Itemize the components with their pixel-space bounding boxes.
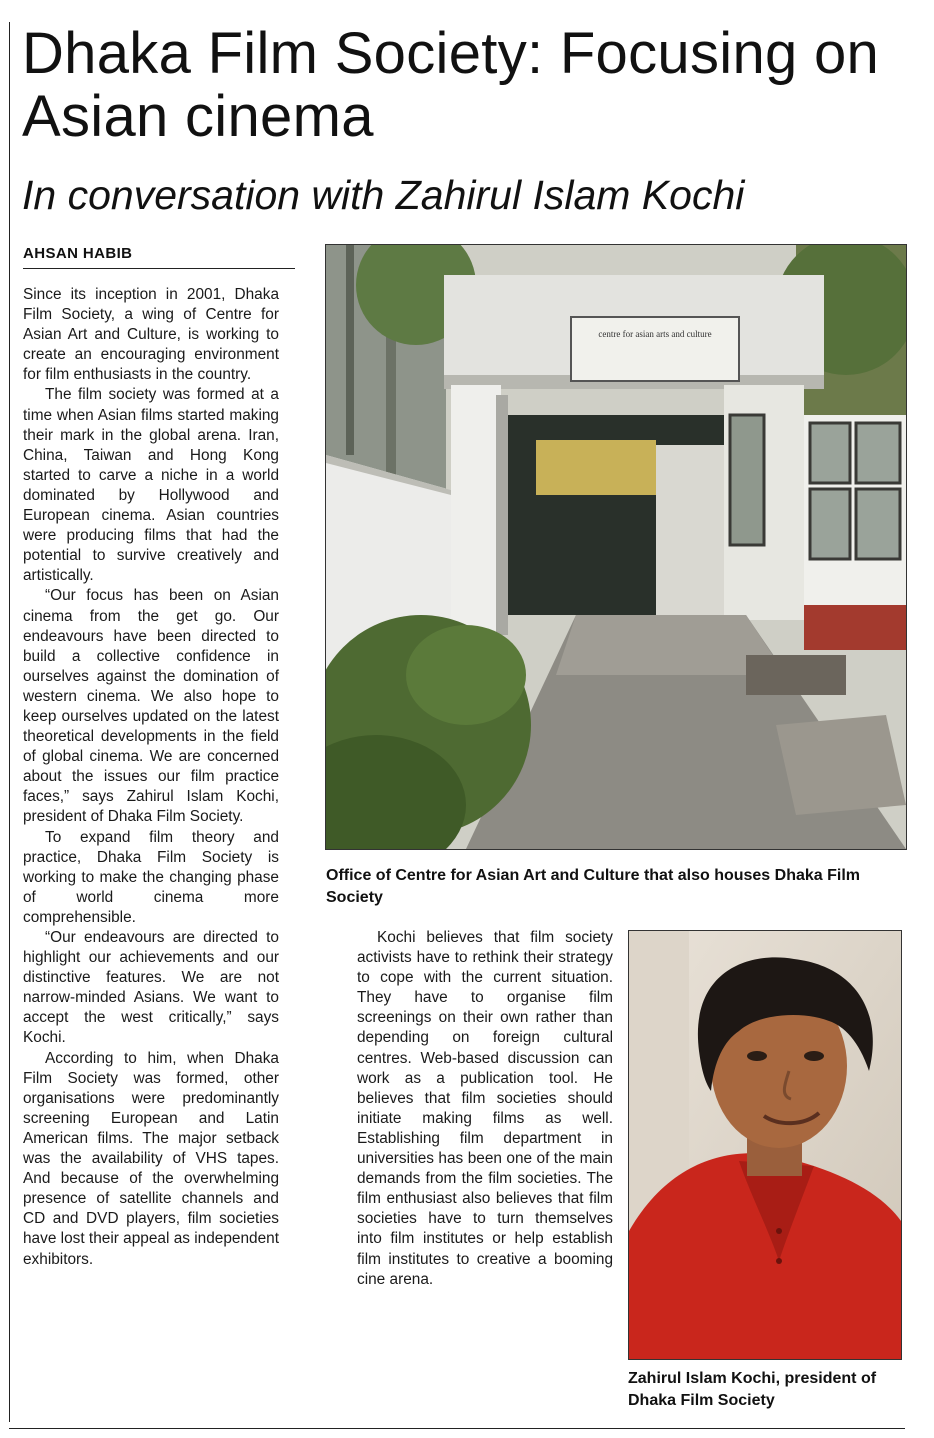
bottom-rule xyxy=(9,1428,905,1429)
left-text-column xyxy=(23,285,279,1270)
paragraph: Kochi believes that film society activists have to rethink their strategy to cope with the current situation. They have to organise film screenings on their own rather than depending on foreign cultural centres. Web-based discussion can work as a publication tool. He believes that film societies should initiate making films as well. Establishing film department in universities has been one of the main demands from the film societies. The film enthusiast also believes that film societies have to turn themselves into film institutes or help establish film institutes to creative a booming cine arena. xyxy=(357,929,613,1288)
office-photo-caption: Office of Centre for Asian Art and Culture that also houses Dhaka Film Society xyxy=(326,867,861,906)
paragraph: Since its inception in 2001, Dhaka Film Society, a wing of Centre for Asian Art and Culture, is working to create an encouraging environment for film enthusiasts in the country. xyxy=(23,286,279,384)
kochi-portrait-illustration xyxy=(629,931,901,1359)
kochi-portrait-photo xyxy=(628,930,902,1360)
headline: Dhaka Film Society: Focusing on Asian cinema xyxy=(22,21,880,149)
paragraph: “Our endeavours are directed to highlight our achievements and our distinctive features. We are not narrow-minded Asians. We want to accept the west critically,” says Kochi. xyxy=(23,929,279,1047)
paragraph: According to him, when Dhaka Film Society was formed, other organisations were predominantly screening European and Latin American films. The major setback was the availability of VHS tapes. And because of the overwhelming presence of satellite channels and CD and DVD players, film societies have lost their appeal as independent exhibitors. xyxy=(23,1049,279,1268)
paragraph: To expand film theory and practice, Dhaka Film Society is working to make the changing phase of world cinema more comprehensible. xyxy=(23,828,279,926)
left-margin-rule xyxy=(9,22,10,1422)
office-building-photo xyxy=(325,244,907,850)
kochi-photo-caption: Zahirul Islam Kochi, president of Dhaka Film Society xyxy=(628,1370,877,1409)
office-sign xyxy=(580,329,730,340)
subheadline: In conversation with Zahirul Islam Kochi xyxy=(22,172,745,218)
paragraph: “Our focus has been on Asian cinema from the get go. Our endeavours have been directed to build a collective confidence in ourselves against the domination of western cinema. We also hope to keep ourselves updated on the latest theoretical developments in the field of global cinema. We are concerned about the issues our film practice faces,” says Zahirul Islam Kochi, president of Dhaka Film Society. xyxy=(23,587,279,826)
office-sign-text: centre for asian arts and culture xyxy=(598,329,712,339)
byline: AHSAN HABIB xyxy=(23,243,295,269)
middle-text-column xyxy=(357,928,613,1290)
paragraph: The film society was formed at a time when Asian films started making their mark in the global arena. Iran, China, Taiwan and Hong Kong started to carve a niche in a world dominated by Hollywood and European cinema. Asian countries were producing films that had the potential to survive creatively and artistically. xyxy=(23,386,279,585)
